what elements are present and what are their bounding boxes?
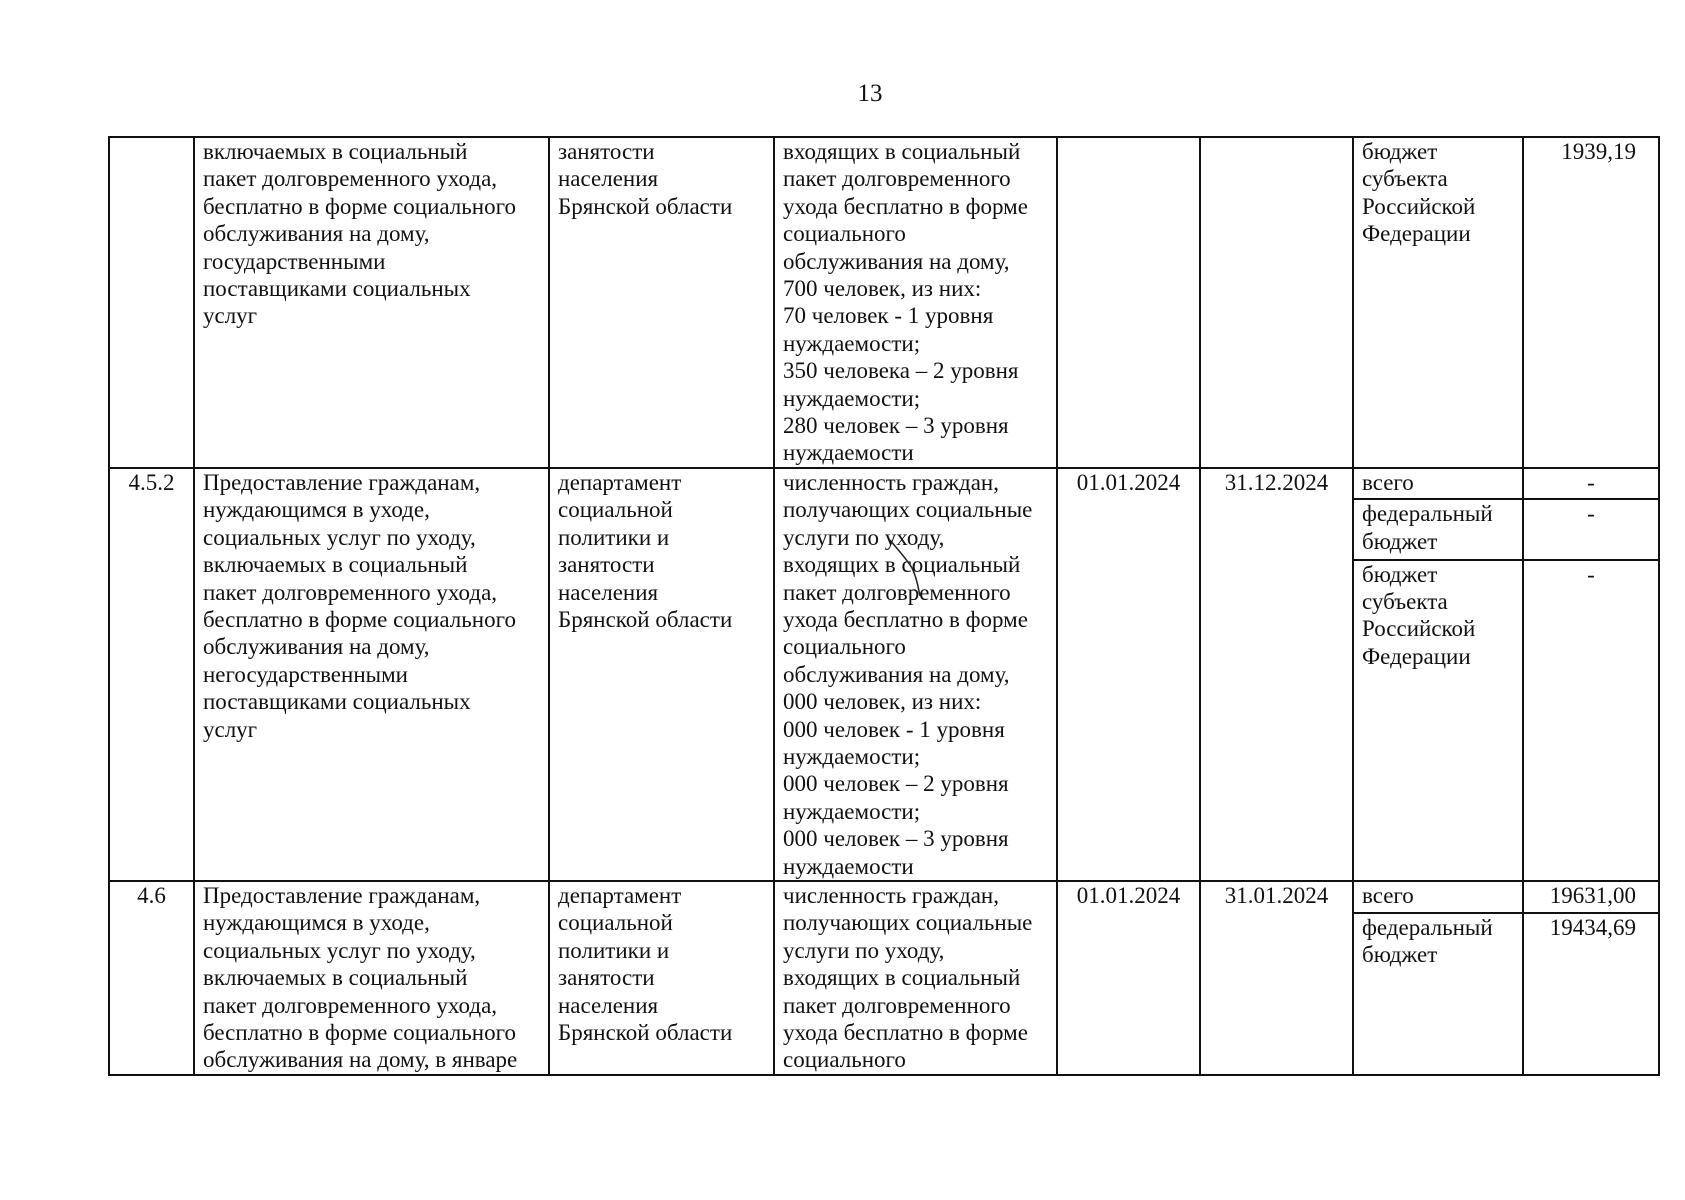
activity-name-line: обслуживания на дому,: [203, 221, 430, 247]
indicator-line: нуждаемости: [783, 853, 914, 879]
indicator-line: 000 человек – 3 уровня: [783, 826, 1009, 852]
activity-name-line: Предоставление гражданам,: [203, 469, 481, 495]
indicator-line: нуждаемости;: [783, 798, 921, 824]
funding-source: [1353, 499, 1523, 559]
start-date: 01.01.2024: [1057, 881, 1200, 1075]
indicator-line: входящих в социальный: [783, 965, 1021, 991]
funding-source-line: федеральный: [1362, 914, 1493, 940]
activity-name-line: Предоставление гражданам,: [203, 882, 481, 908]
start-date: 01.01.2024: [1057, 468, 1200, 881]
indicator-line: услуги по уходу,: [783, 524, 945, 550]
indicator-line: численность граждан,: [783, 469, 999, 495]
indicator-line: нуждаемости;: [783, 385, 921, 411]
activity-name-line: социальных услуг по уходу,: [203, 524, 476, 550]
activity-name-line: социальных услуг по уходу,: [203, 937, 476, 963]
activity-name-line: включаемых в социальный: [203, 552, 468, 578]
executor-line: занятости: [558, 139, 655, 164]
activity-name-line: бесплатно в форме социального: [203, 606, 516, 632]
executor-line: населения: [558, 166, 659, 192]
item-number: 4.6: [109, 881, 194, 1075]
activity-name: [194, 881, 549, 1075]
executor-line: занятости: [558, 965, 655, 991]
executor: [549, 881, 774, 1075]
activity-name-line: пакет долговременного ухода,: [203, 992, 498, 1018]
amount-dash: -: [1587, 501, 1595, 527]
funding-source-line: субъекта: [1362, 589, 1448, 614]
end-date: 31.12.2024: [1200, 468, 1353, 881]
activity-name-line: включаемых в социальный: [203, 965, 468, 991]
activity-name-line: поставщиками социальных: [203, 276, 471, 302]
executor-line: Брянской области: [558, 193, 733, 219]
indicator-line: 700 человек, из них:: [783, 276, 982, 302]
executor-line: политики и: [558, 937, 670, 963]
executor-line: социальной: [558, 497, 673, 523]
end-date: 31.01.2024: [1200, 881, 1353, 1075]
funding-source: [1353, 468, 1523, 499]
activity-name-line: обслуживания на дому, в январе: [203, 1047, 518, 1073]
funding-source-line: Федерации: [1362, 221, 1471, 247]
amount-dash: -: [1587, 561, 1595, 587]
funding-source: [1353, 560, 1523, 881]
indicator-line: ухода бесплатно в форме: [783, 193, 1028, 219]
indicator-line: ухода бесплатно в форме: [783, 1020, 1028, 1045]
executor-line: политики и: [558, 524, 670, 550]
indicator-line: социального: [783, 634, 906, 660]
funding-source-line: всего: [1362, 882, 1414, 908]
funding-source-line: Российской: [1362, 616, 1476, 642]
funding-source-line: всего: [1362, 469, 1414, 495]
funding-source-line: Федерации: [1362, 643, 1471, 669]
executor-line: Брянской области: [558, 1020, 733, 1045]
indicator-line: 280 человек – 3 уровня: [783, 413, 1009, 439]
activity-name-line: услуг: [203, 303, 258, 329]
activity-name: [194, 468, 549, 881]
funding-source-line: бюджет: [1362, 561, 1438, 587]
indicator-line: входящих в социальный: [783, 139, 1021, 164]
funding-source-line: бюджет: [1362, 528, 1438, 554]
funding-source-line: бюджет: [1362, 942, 1438, 968]
funding-source: [1353, 137, 1523, 468]
funding-source-line: бюджет: [1362, 139, 1438, 164]
activity-name: [194, 137, 549, 468]
activity-name-line: пакет долговременного ухода,: [203, 579, 498, 605]
indicator-line: пакет долговременного: [783, 166, 1011, 192]
activity-name-line: нуждающимся в уходе,: [203, 497, 430, 523]
indicator-line: пакет долговременного: [783, 992, 1011, 1018]
funding-amount: [1523, 499, 1659, 559]
funding-amount: 1939,19: [1523, 137, 1659, 468]
activities-table: [108, 136, 1660, 1076]
activity-name-line: обслуживания на дому,: [203, 634, 430, 660]
indicator-line: численность граждан,: [783, 882, 999, 908]
executor-line: департамент: [558, 882, 682, 908]
executor-line: социальной: [558, 910, 673, 936]
funding-source-line: Российской: [1362, 193, 1476, 219]
executor: [549, 137, 774, 468]
executor: [549, 468, 774, 881]
activity-name-line: поставщиками социальных: [203, 689, 471, 715]
indicator-line: получающих социальные: [783, 910, 1033, 936]
activity-name-line: включаемых в социальный: [203, 139, 468, 164]
indicator-line: нуждаемости: [783, 440, 914, 466]
end-date: [1200, 137, 1353, 468]
indicator-line: 350 человека – 2 уровня: [783, 358, 1019, 384]
table-row: [109, 881, 1659, 913]
funding-source: [1353, 881, 1523, 913]
activity-name-line: государственными: [203, 248, 386, 274]
executor-line: Брянской области: [558, 606, 733, 632]
indicator-line: 000 человек - 1 уровня: [783, 716, 1005, 742]
indicator-line: 000 человек, из них:: [783, 689, 982, 715]
activity-name-line: бесплатно в форме социального: [203, 1020, 516, 1045]
indicator-line: социального: [783, 1047, 906, 1073]
indicator-line: получающих социальные: [783, 497, 1033, 523]
table-row: [109, 137, 1659, 468]
amount-dash: -: [1587, 469, 1595, 495]
indicator-line: обслуживания на дому,: [783, 248, 1010, 274]
item-number: [109, 137, 194, 468]
funding-source-line: субъекта: [1362, 166, 1448, 192]
indicator-line: обслуживания на дому,: [783, 661, 1010, 687]
indicator: [774, 137, 1057, 468]
activity-name-line: нуждающимся в уходе,: [203, 910, 430, 936]
executor-line: департамент: [558, 469, 682, 495]
activity-name-line: бесплатно в форме социального: [203, 193, 516, 219]
activity-name-line: пакет долговременного ухода,: [203, 166, 498, 192]
funding-source-line: федеральный: [1362, 501, 1493, 527]
activity-name-line: негосударственными: [203, 661, 408, 687]
executor-line: населения: [558, 992, 659, 1018]
indicator-line: услуги по уходу,: [783, 937, 945, 963]
funding-amount: 19631,00: [1523, 881, 1659, 913]
indicator-line: пакет долговременного: [783, 579, 1011, 605]
indicator-line: ухода бесплатно в форме: [783, 606, 1028, 632]
indicator: [774, 468, 1057, 881]
funding-amount: [1523, 468, 1659, 499]
table-row: [109, 468, 1659, 499]
executor-line: населения: [558, 579, 659, 605]
indicator-line: входящих в социальный: [783, 552, 1021, 578]
funding-amount: 19434,69: [1523, 913, 1659, 1075]
indicator-line: 000 человек – 2 уровня: [783, 771, 1009, 797]
indicator-line: нуждаемости;: [783, 743, 921, 769]
indicator-line: социального: [783, 221, 906, 247]
indicator: [774, 881, 1057, 1075]
start-date: [1057, 137, 1200, 468]
page-number: 13: [857, 80, 883, 107]
funding-amount: [1523, 560, 1659, 881]
executor-line: занятости: [558, 552, 655, 578]
indicator-line: 70 человек - 1 уровня: [783, 303, 994, 329]
item-number: 4.5.2: [109, 468, 194, 881]
funding-source: [1353, 913, 1523, 1075]
indicator-line: нуждаемости;: [783, 330, 921, 356]
activity-name-line: услуг: [203, 716, 258, 742]
